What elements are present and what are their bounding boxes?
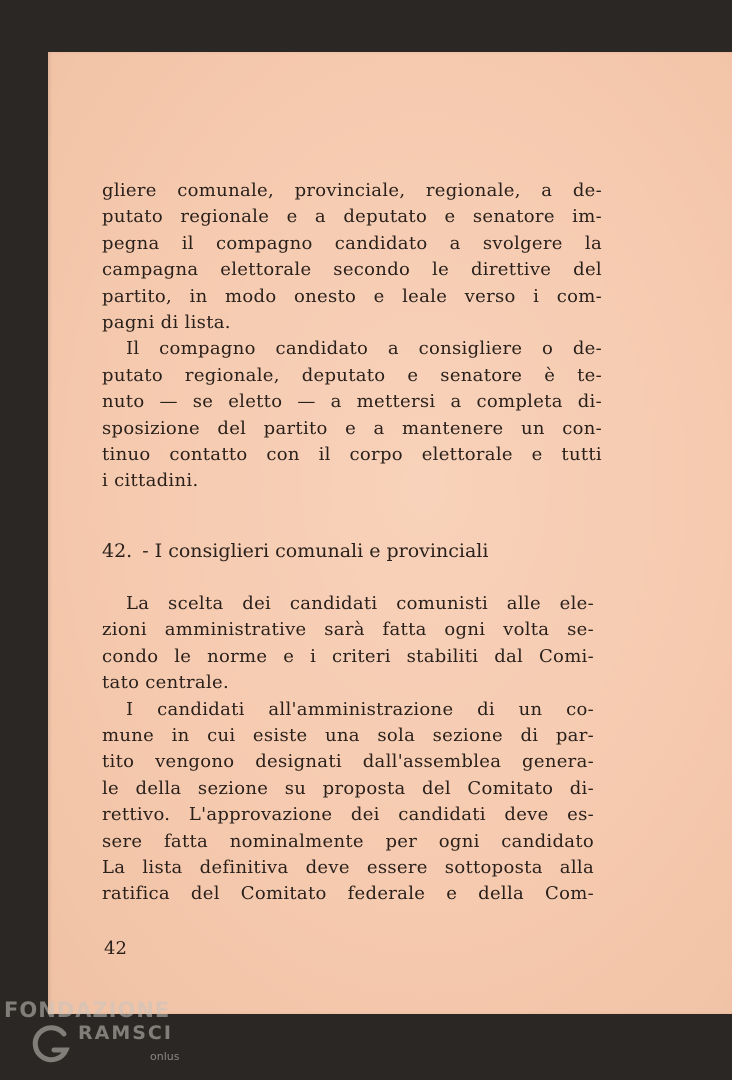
section-number: 42. [102, 540, 133, 562]
text-line: pagni di lista. [102, 311, 231, 333]
text-line: tinuo contatto con il corpo elettorale e tutti [102, 443, 602, 465]
watermark-line2: RAMSCI [78, 1022, 173, 1044]
text-line: rettivo. L'approvazione dei candidati deve es- [102, 804, 594, 826]
text-line: le della sezione su proposta del Comitato di- [102, 777, 594, 799]
text-line: nuto — se eletto — a mettersi a completa di- [102, 391, 602, 413]
body-text-top [102, 178, 602, 495]
book-page [48, 52, 732, 1014]
text-line: tato centrale. [102, 672, 229, 694]
g-logo-icon [30, 1022, 74, 1066]
section-heading [102, 540, 622, 562]
text-line: mune in cui esiste una sola sezione di par- [102, 724, 594, 746]
watermark-suffix: onlus [150, 1050, 180, 1063]
text-line: La lista definitiva deve essere sottoposta alla [102, 856, 594, 878]
text-line: gliere comunale, provinciale, regionale, a de- [102, 180, 602, 201]
text-line: sposizione del partito e a mantenere un con- [102, 417, 602, 439]
text-line: putato regionale, deputato e senatore è te- [102, 364, 602, 386]
section-title: - I consiglieri comunali e provinciali [142, 540, 489, 562]
text-line: Il compagno candidato a consigliere o de- [126, 338, 602, 360]
text-line: putato regionale e a deputato e senatore im- [102, 206, 602, 228]
text-line: sere fatta nominalmente per ogni candidato [102, 830, 594, 852]
text-line: zioni amministrative sarà fatta ogni volta se- [102, 619, 594, 641]
watermark-logo [4, 996, 204, 1076]
text-line: partito, in modo onesto e leale verso i com- [102, 285, 602, 307]
text-line: condo le norme e i criteri stabiliti dal Comi- [102, 645, 594, 667]
body-text-bottom [102, 591, 594, 908]
text-line: i cittadini. [102, 470, 199, 492]
text-line: campagna elettorale secondo le direttive del [102, 259, 602, 281]
text-line: tito vengono designati dall'assemblea genera- [102, 751, 594, 773]
text-line: ratifica del Comitato federale e della Com- [102, 883, 594, 905]
page-number: 42 [104, 938, 127, 959]
text-line: La scelta dei candidati comunisti alle ele- [126, 593, 594, 614]
watermark-line1: FONDAZIONE [4, 998, 171, 1022]
text-line: I candidati all'amministrazione di un co- [126, 698, 594, 720]
text-line: pegna il compagno candidato a svolgere la [102, 232, 602, 254]
